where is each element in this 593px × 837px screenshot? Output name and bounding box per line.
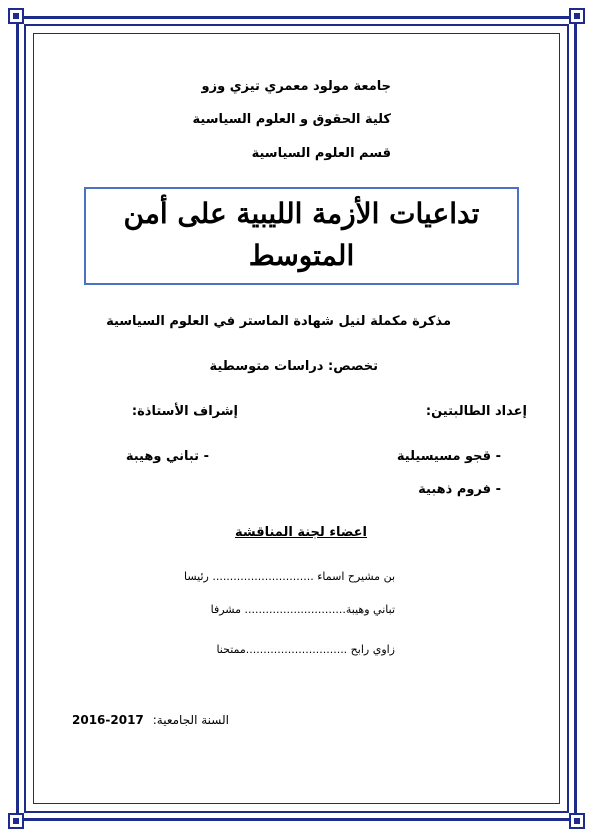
corner-ornament-icon xyxy=(8,8,24,24)
supervisor-name: - تباني وهيبة xyxy=(125,449,209,464)
thesis-title-line2: المتوسط xyxy=(248,239,355,272)
department-name: قسم العلوم السياسية xyxy=(251,146,391,161)
memo-description: مذكرة مكملة لنيل شهادة الماستر في العلوم السياسية xyxy=(106,314,451,329)
thesis-title-line1: تداعيات الأزمة الليبية على أمن xyxy=(123,197,480,230)
jury-title: اعضاء لجنة المناقشة xyxy=(234,525,367,540)
corner-ornament-icon xyxy=(569,813,585,829)
student-name: - فروم ذهبية xyxy=(418,482,501,497)
academic-year-label: السنة الجامعية: xyxy=(152,713,229,727)
university-name: جامعة مولود معمري تيزي وزو xyxy=(201,79,391,94)
supervisor-label: إشراف الأستاذة: xyxy=(131,404,238,419)
corner-ornament-icon xyxy=(8,813,24,829)
jury-member: زاوي رابح .............................ممتحنا xyxy=(216,643,395,656)
corner-ornament-icon xyxy=(569,8,585,24)
faculty-name: كلية الحقوق و العلوم السياسية xyxy=(192,112,391,127)
jury-member: بن مشيرح اسماء ............................. رئيسا xyxy=(183,570,395,583)
student-name: - قجو مسيسيلية xyxy=(396,449,501,464)
thesis-title-box xyxy=(84,187,519,285)
jury-member: تباني وهيبة............................. مشرفا xyxy=(210,603,395,616)
specialty: تخصص: دراسات متوسطية xyxy=(209,359,378,374)
academic-year-value: 2016-2017 xyxy=(72,713,144,727)
students-label: إعداد الطالبتين: xyxy=(425,404,527,419)
